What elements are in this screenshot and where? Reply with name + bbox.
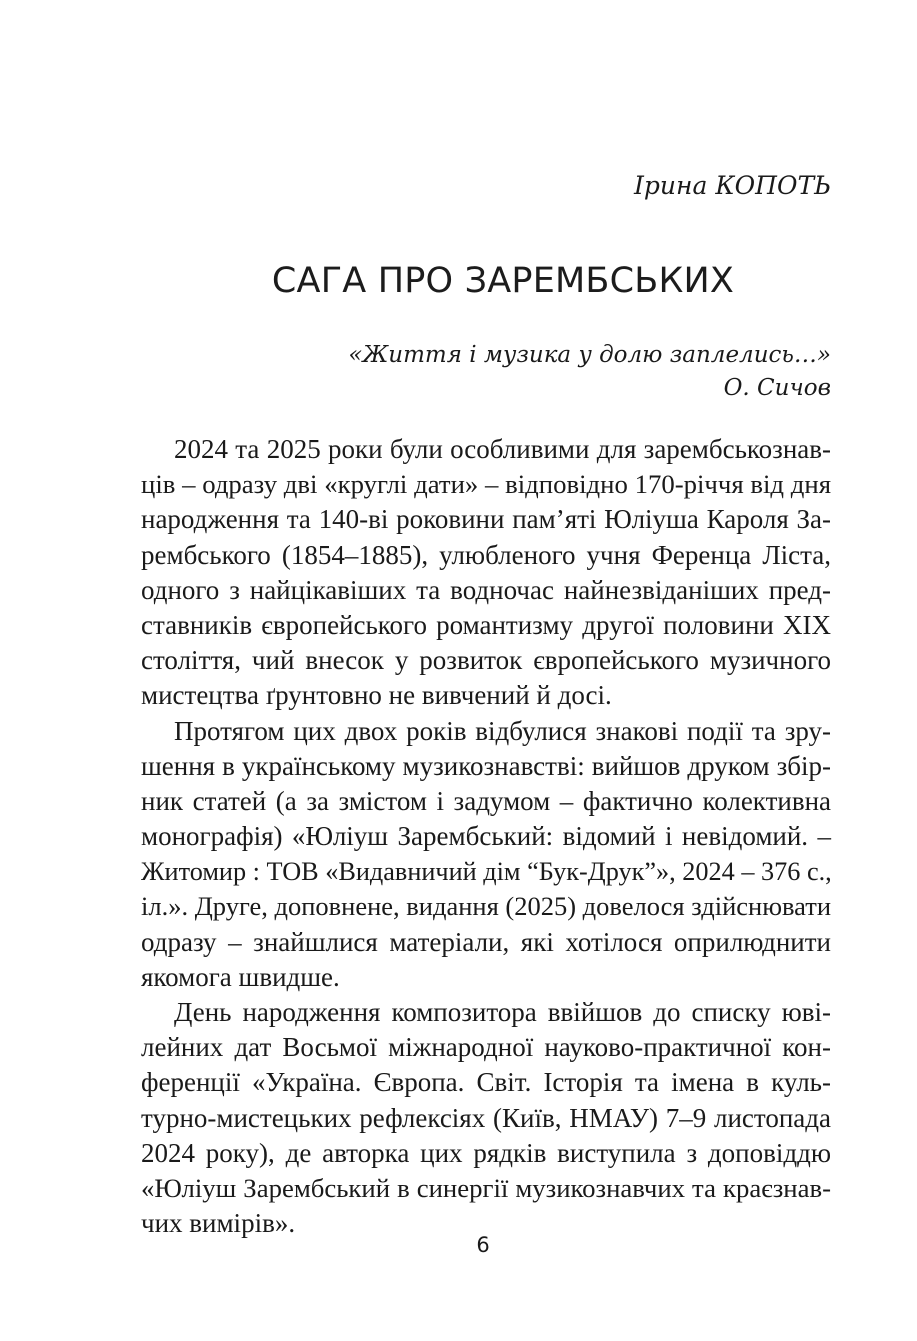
author-name: Ірина КОПОТЬ (634, 171, 831, 200)
body-text (141, 432, 831, 1241)
text-line: 2024 року), де авторка цих рядків виступила з доповіддю (141, 1137, 831, 1168)
text-line: іл.». Друге, доповнене, видання (2025) довелося здійснювати (141, 891, 831, 922)
text-line: ник статей (а за змістом і задумом – фактично колективна (141, 785, 831, 816)
text-line: шення в українському музикознавстві: вийшов друком збір- (141, 750, 831, 781)
text-line: рембського (1854–1885), улюбленого учня Ференца Ліста, (141, 539, 831, 570)
text-line: народження та 140-ві роковини пам’яті Юліуша Кароля За- (141, 504, 831, 535)
page-number: 6 (476, 1233, 490, 1257)
paragraph-3 (141, 995, 831, 1241)
text-line: День народження композитора ввійшов до списку юві- (174, 997, 831, 1027)
article-title: САГА ПРО ЗАРЕМБСЬКИХ (271, 261, 735, 301)
paragraph-2 (141, 714, 831, 996)
text-line: 2024 та 2025 роки були особливими для зарембськознав- (174, 434, 831, 464)
text-line: ставників європейського романтизму другої половини ХІХ (141, 609, 831, 640)
text-line: Житомир : ТОВ «Видавничий дім “Бук-Друк”», 2024 – 376 с., (141, 857, 832, 887)
text-line: одразу – знайшлися матеріали, які хотілося оприлюднити (141, 926, 831, 957)
text-line: Протягом цих двох років відбулися знакові події та зру- (174, 715, 831, 746)
epigraph-quote: «Життя і музика у долю заплелись…» (348, 342, 831, 368)
epigraph-attribution: О. Сичов (723, 375, 831, 401)
text-line: ців – одразу дві «круглі дати» – відповідно 170-річчя від дня (141, 469, 831, 500)
text-line: одного з найцікавіших та водночас найнезвіданіших пред- (141, 574, 831, 605)
text-line: якомога швидше. (141, 961, 340, 992)
paragraph-1 (141, 432, 831, 714)
text-line: «Юліуш Зарембський в синергії музикознавчих та краєзнав- (141, 1172, 831, 1203)
text-line: монографія) «Юліуш Зарембський: відомий і невідомий. – (141, 821, 831, 852)
text-line: мистецтва ґрунтовно не вивчений й досі. (141, 680, 612, 711)
epigraph (348, 339, 831, 405)
text-line: турно-мистецьких рефлексіях (Київ, НМАУ) 7–9 листопада (141, 1102, 831, 1133)
text-line: ференції «Україна. Європа. Світ. Історія та імена в куль- (141, 1067, 831, 1098)
text-line: чих вимірів». (141, 1208, 296, 1239)
text-line: лейних дат Восьмої міжнародної науково-практичної кон- (141, 1032, 831, 1063)
text-line: століття, чий внесок у розвиток європейського музичного (141, 645, 831, 676)
